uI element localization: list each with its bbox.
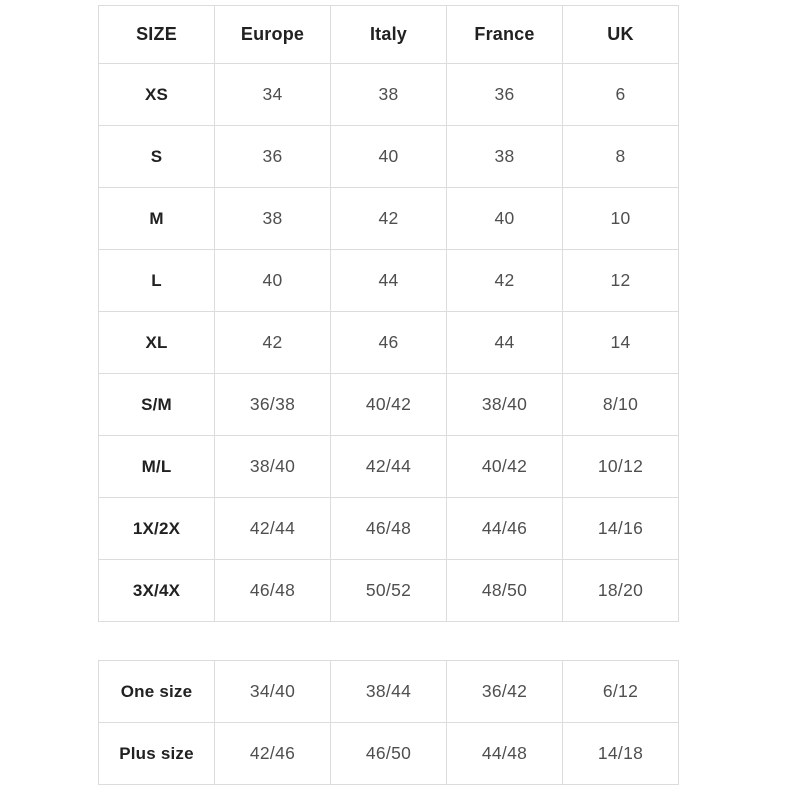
table-row bbox=[99, 188, 679, 250]
table-cell: 36/42 bbox=[447, 661, 563, 723]
table-cell: 38/44 bbox=[331, 661, 447, 723]
table-cell: 46 bbox=[331, 312, 447, 374]
table-cell: 40 bbox=[215, 250, 331, 312]
table-row bbox=[99, 560, 679, 622]
row-label: XL bbox=[99, 312, 215, 374]
table-cell: 8 bbox=[563, 126, 679, 188]
table-cell: 38 bbox=[215, 188, 331, 250]
table-cell: 40/42 bbox=[331, 374, 447, 436]
table-cell: 14/16 bbox=[563, 498, 679, 560]
table-cell: 48/50 bbox=[447, 560, 563, 622]
table-cell: 40 bbox=[447, 188, 563, 250]
table-cell: 6 bbox=[563, 64, 679, 126]
table-row bbox=[99, 436, 679, 498]
table-cell: 40 bbox=[331, 126, 447, 188]
row-label: S bbox=[99, 126, 215, 188]
table-cell: 46/50 bbox=[331, 723, 447, 785]
table-cell: 42/46 bbox=[215, 723, 331, 785]
column-header-italy: Italy bbox=[331, 6, 447, 64]
special-sizes-table-body bbox=[99, 661, 679, 785]
column-header-france: France bbox=[447, 6, 563, 64]
table-cell: 44/46 bbox=[447, 498, 563, 560]
table-row bbox=[99, 723, 679, 785]
table-cell: 14/18 bbox=[563, 723, 679, 785]
size-conversion-table-header bbox=[99, 6, 679, 64]
table-cell: 34 bbox=[215, 64, 331, 126]
table-cell: 34/40 bbox=[215, 661, 331, 723]
table-cell: 46/48 bbox=[215, 560, 331, 622]
table-cell: 42/44 bbox=[215, 498, 331, 560]
table-cell: 38 bbox=[447, 126, 563, 188]
table-cell: 42 bbox=[215, 312, 331, 374]
table-cell: 36/38 bbox=[215, 374, 331, 436]
table-cell: 44 bbox=[331, 250, 447, 312]
table-row bbox=[99, 498, 679, 560]
table-row bbox=[99, 312, 679, 374]
table-row bbox=[99, 250, 679, 312]
table-cell: 42/44 bbox=[331, 436, 447, 498]
column-header-uk: UK bbox=[563, 6, 679, 64]
table-cell: 42 bbox=[447, 250, 563, 312]
row-label: One size bbox=[99, 661, 215, 723]
row-label: 1X/2X bbox=[99, 498, 215, 560]
table-cell: 38/40 bbox=[447, 374, 563, 436]
row-label: M bbox=[99, 188, 215, 250]
table-cell: 10 bbox=[563, 188, 679, 250]
table-cell: 40/42 bbox=[447, 436, 563, 498]
column-header-size: SIZE bbox=[99, 6, 215, 64]
table-row bbox=[99, 64, 679, 126]
row-label: L bbox=[99, 250, 215, 312]
row-label: S/M bbox=[99, 374, 215, 436]
table-cell: 14 bbox=[563, 312, 679, 374]
table-cell: 36 bbox=[215, 126, 331, 188]
table-row bbox=[99, 374, 679, 436]
table-row bbox=[99, 126, 679, 188]
table-cell: 6/12 bbox=[563, 661, 679, 723]
row-label: M/L bbox=[99, 436, 215, 498]
table-row bbox=[99, 661, 679, 723]
table-header-row bbox=[99, 6, 679, 64]
special-sizes-table bbox=[98, 660, 679, 785]
table-cell: 36 bbox=[447, 64, 563, 126]
table-cell: 44 bbox=[447, 312, 563, 374]
table-cell: 44/48 bbox=[447, 723, 563, 785]
table-cell: 50/52 bbox=[331, 560, 447, 622]
table-cell: 10/12 bbox=[563, 436, 679, 498]
table-cell: 12 bbox=[563, 250, 679, 312]
row-label: 3X/4X bbox=[99, 560, 215, 622]
table-cell: 38/40 bbox=[215, 436, 331, 498]
table-cell: 42 bbox=[331, 188, 447, 250]
column-header-europe: Europe bbox=[215, 6, 331, 64]
table-cell: 38 bbox=[331, 64, 447, 126]
row-label: XS bbox=[99, 64, 215, 126]
size-conversion-table bbox=[98, 5, 679, 622]
size-conversion-table-body bbox=[99, 64, 679, 622]
table-cell: 46/48 bbox=[331, 498, 447, 560]
table-cell: 18/20 bbox=[563, 560, 679, 622]
row-label: Plus size bbox=[99, 723, 215, 785]
table-gap bbox=[98, 622, 800, 660]
table-cell: 8/10 bbox=[563, 374, 679, 436]
